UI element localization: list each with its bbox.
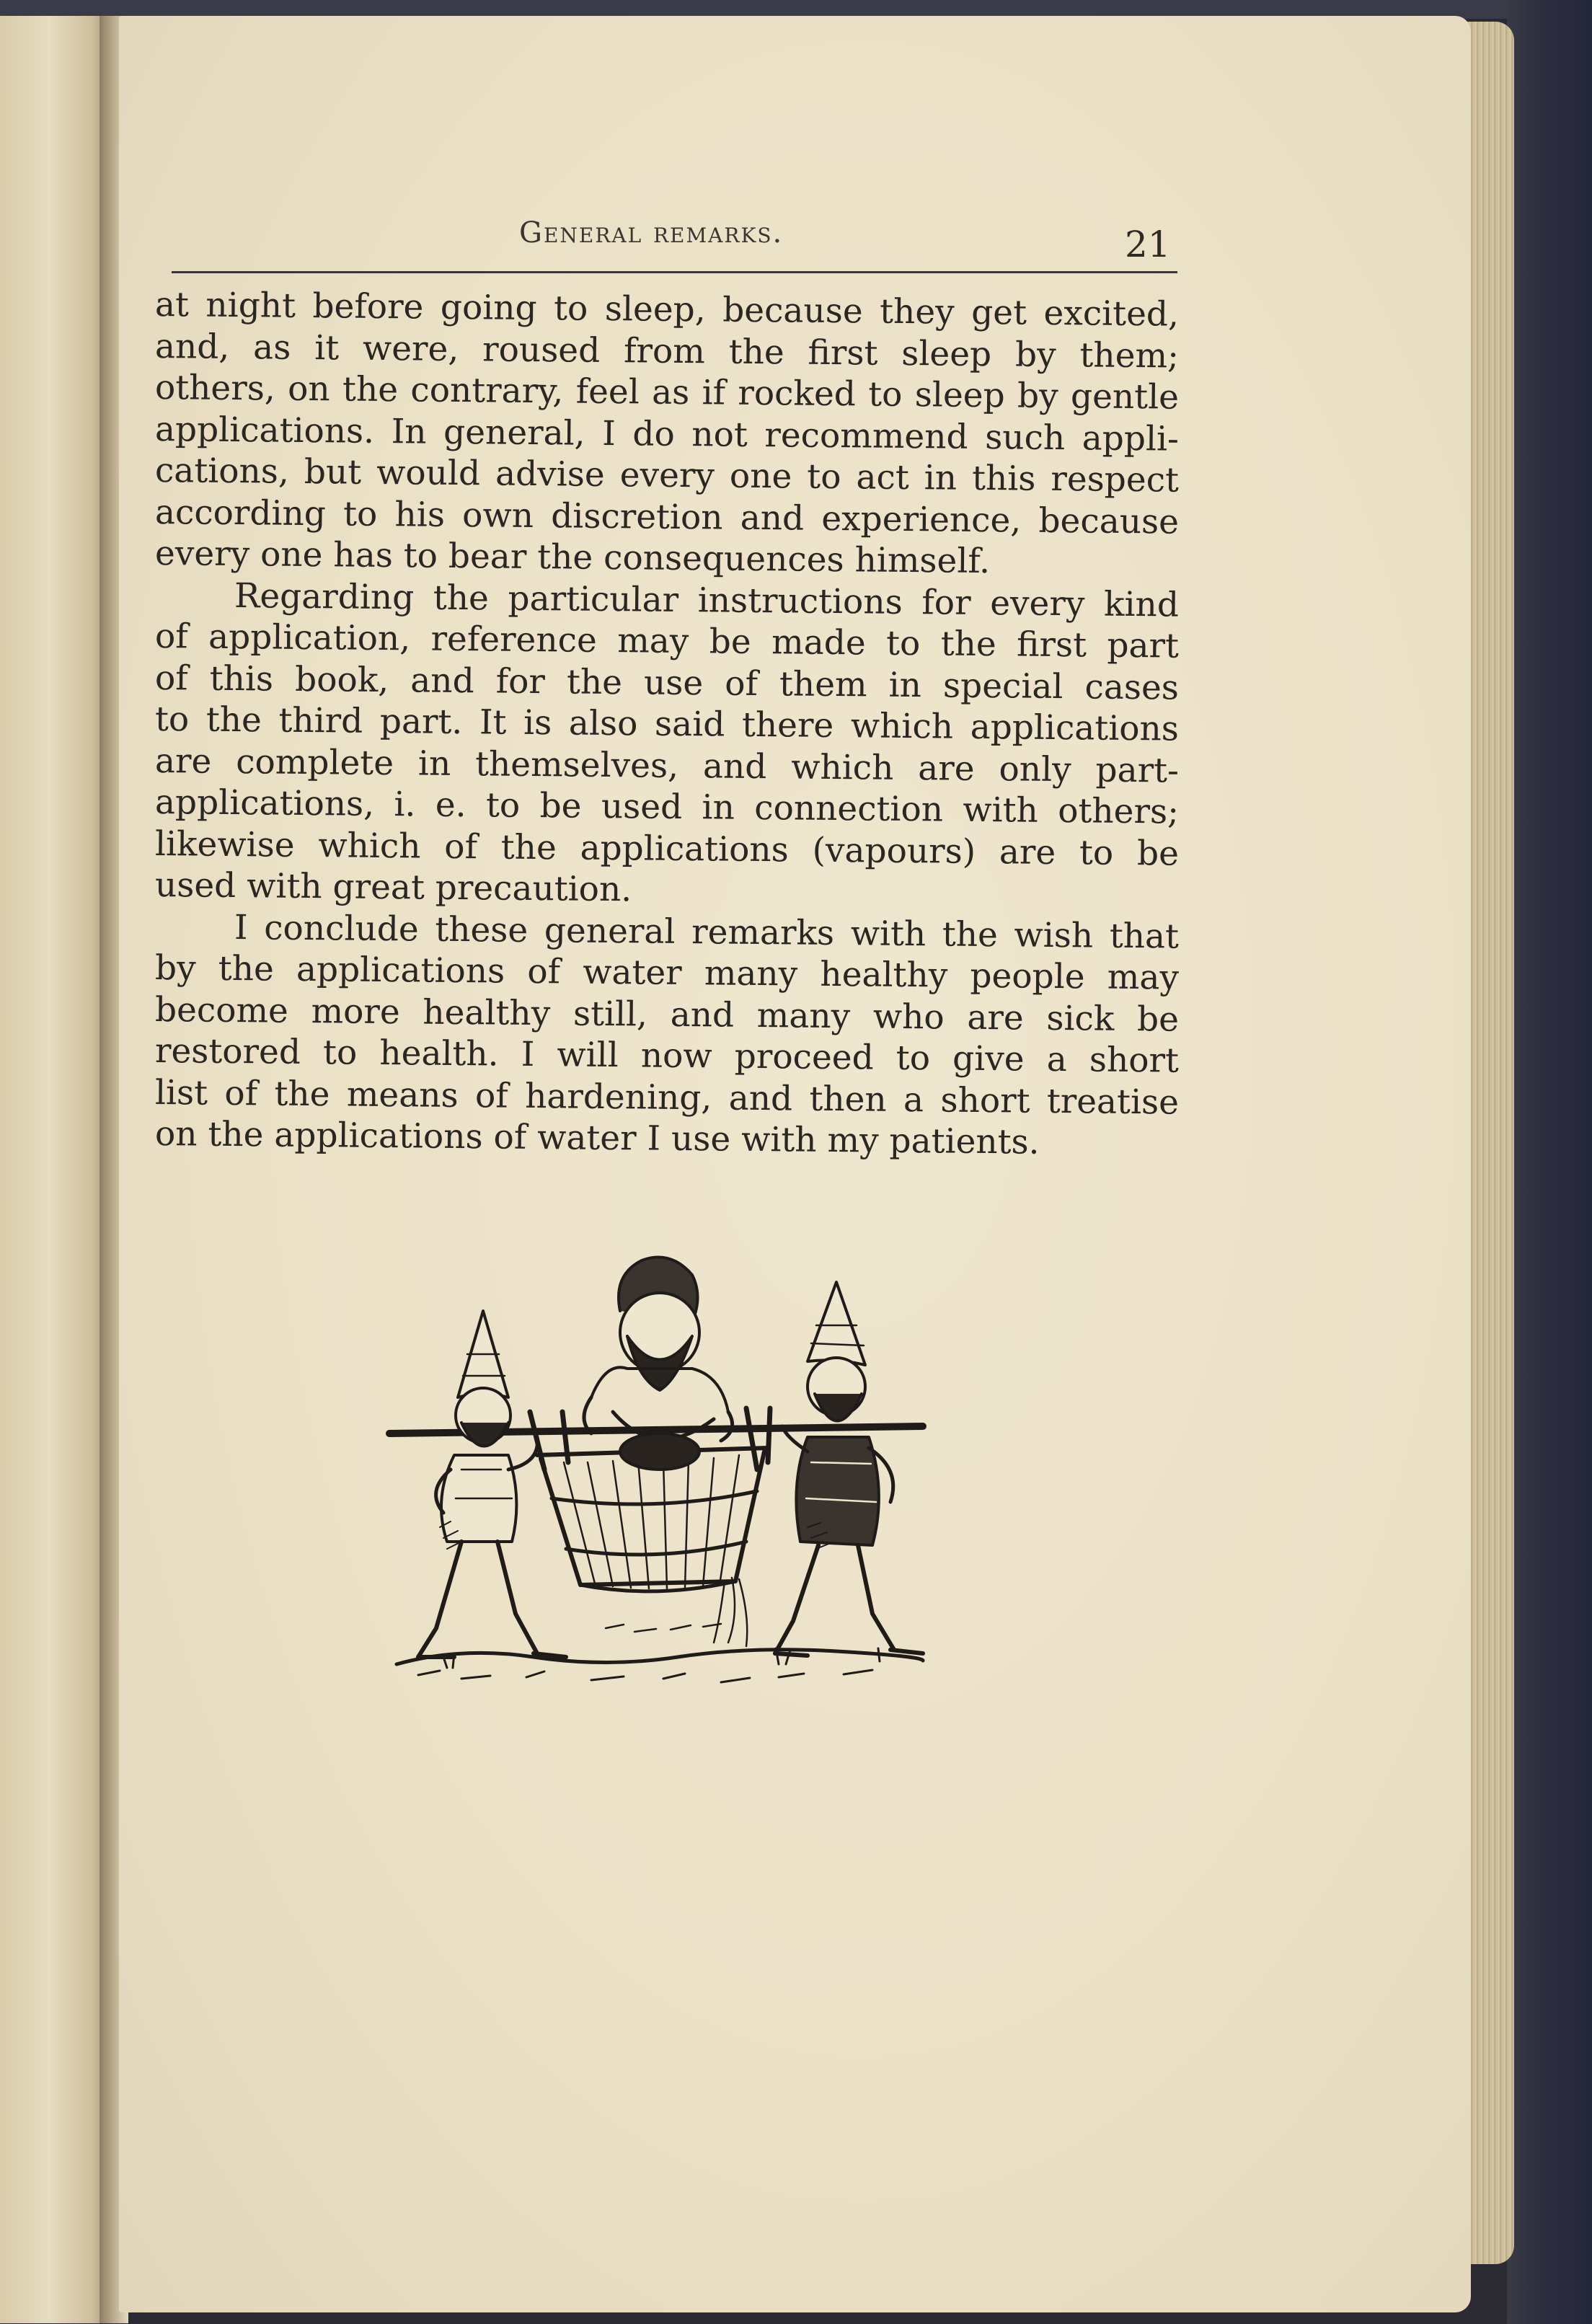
text-line: are complete in themselves, and which are only part- <box>154 741 1180 791</box>
gnomes-washtub-illustration <box>375 1253 952 1693</box>
book-cover-edge <box>1507 0 1592 2324</box>
text-line: and, as it were, roused from the first sleep by them; <box>154 326 1180 376</box>
text-line: to the third part. It is also said there which applications <box>154 699 1180 749</box>
text-line: on the applications of water I use with my patients. <box>154 1114 1040 1162</box>
text-line: by the applications of water many healthy people may <box>154 948 1180 998</box>
previous-page <box>0 16 108 2323</box>
paragraph <box>154 284 1180 582</box>
text-line: every one has to bear the consequences himself. <box>154 534 991 582</box>
paragraph <box>154 906 1180 1162</box>
text-line: at night before going to sleep, because they get excited, <box>154 285 1180 335</box>
text-line: become more healthy still, and many who are sick be <box>154 989 1180 1040</box>
text-line: applications, i. e. to be used in connection with others; <box>154 782 1180 832</box>
text-line: according to his own discretion and experience, because <box>154 492 1180 542</box>
text-line: applications. In general, I do not recommend such appli- <box>154 409 1180 459</box>
text-line: used with great precaution. <box>154 865 632 910</box>
text-line: cations, but would advise every one to act in this respect <box>154 451 1180 500</box>
paragraph <box>154 575 1180 910</box>
running-head: General remarks. <box>519 216 784 249</box>
text-line: others, on the contrary, feel as if rocked to sleep by gentle <box>154 368 1180 417</box>
text-line: likewise which of the applications (vapours) are to be <box>154 823 1180 874</box>
text-line: list of the means of hardening, and then a short treatise <box>154 1072 1180 1123</box>
header-rule <box>172 271 1177 273</box>
page-number: 21 <box>1125 224 1171 265</box>
text-line: of application, reference may be made to the first part <box>154 617 1180 666</box>
text-line: restored to health. I will now proceed to give a short <box>154 1031 1180 1081</box>
text-line: Regarding the particular instructions for every kind <box>234 575 1180 625</box>
text-line: of this book, and for the use of them in special cases <box>154 658 1180 708</box>
body-text <box>154 284 1180 1162</box>
text-line: I conclude these general remarks with the wish that <box>234 907 1180 957</box>
